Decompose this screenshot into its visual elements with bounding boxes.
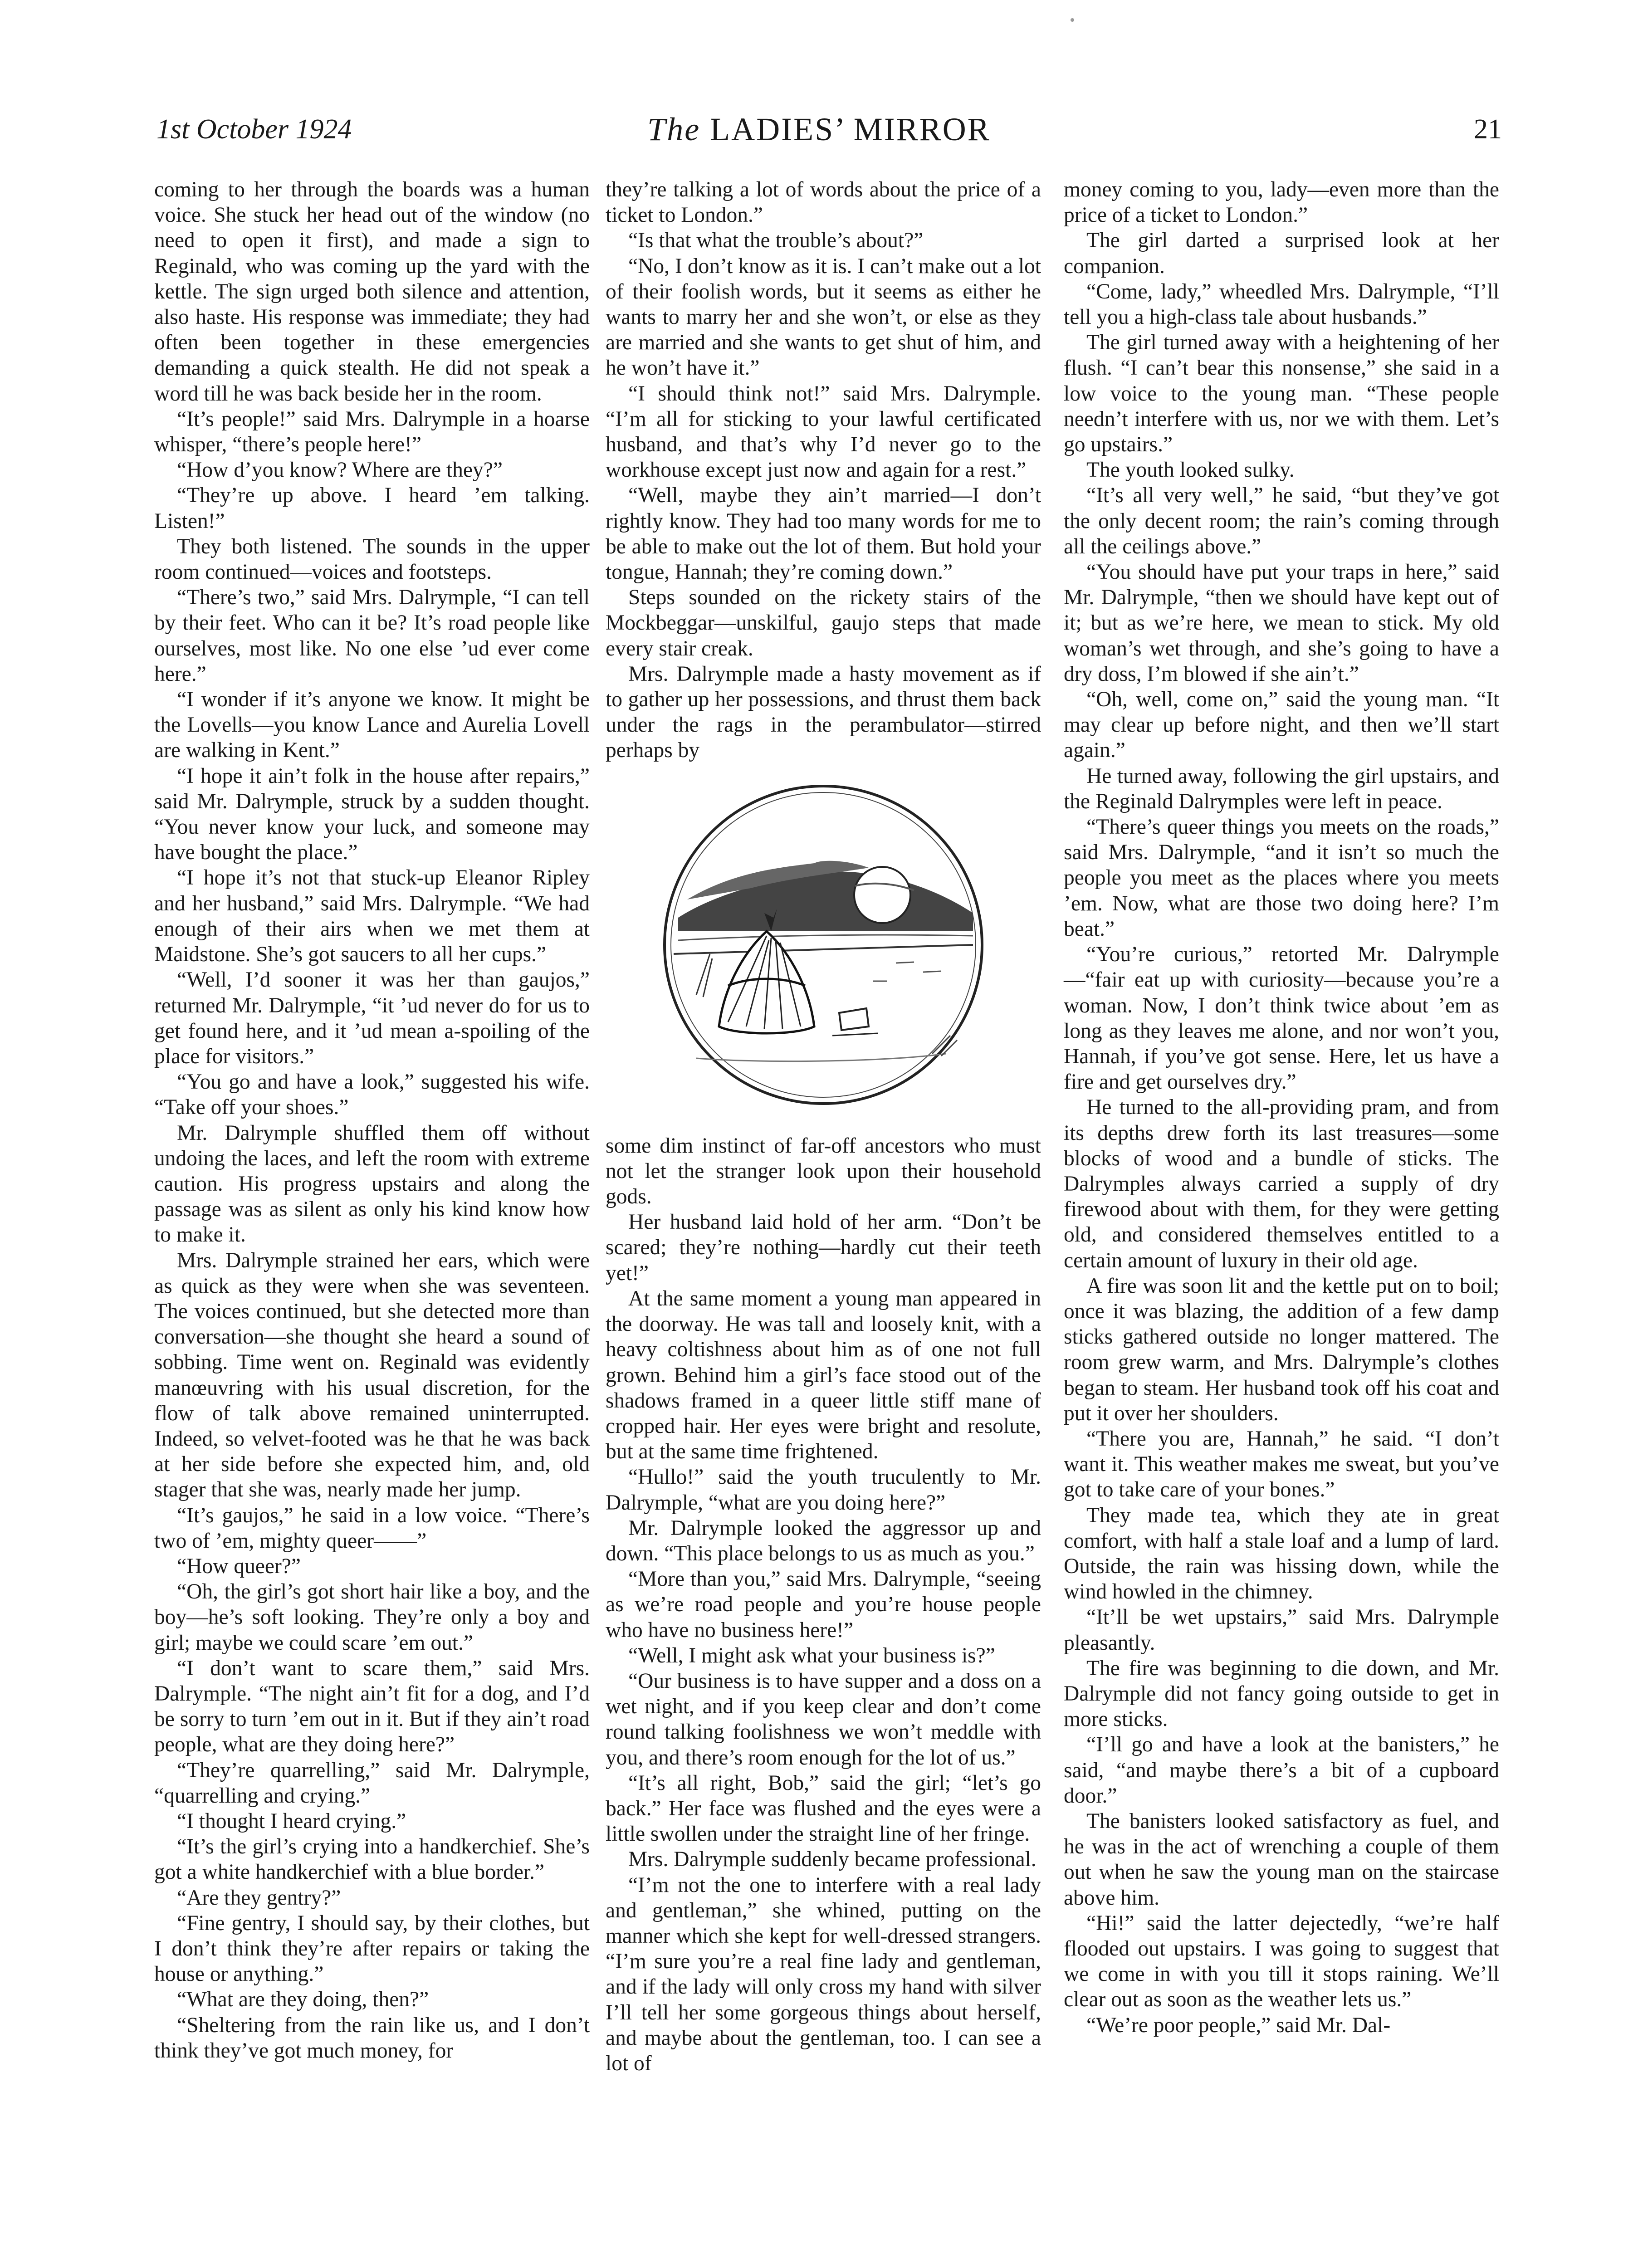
paragraph: The girl darted a surprised look at her companion.: [1064, 229, 1499, 278]
paragraph: “Is that what the trouble’s about?”: [628, 229, 924, 253]
masthead-main: LADIES’ MIRROR: [710, 111, 991, 147]
column-2-lower-text: [606, 1133, 1041, 2077]
paragraph: “There’s two,” said Mrs. Dalrymple, “I can tell by their feet. Who can it be? It’s road people like ourselves, most like. No one else ’ud ever come here.”: [154, 586, 590, 686]
paragraph: coming to her through the boards was a human voice. She stuck her head out of the window (no need to open it first), and made a sign to Reginald, who was coming up the yard with the kettle. The sign urged both silence and attention, also haste. His response was immediate; they had often been together in these emergencies demanding a quick stealth. He did not speak a word till he was back beside her in the room.: [154, 178, 590, 406]
illustration-moonlit-haystack: [660, 782, 987, 1108]
paragraph: Mrs. Dalrymple strained her ears, which were as quick as they were when she was seventeen. The voices continued, but she detected more than conversation—she thought she heard a sound of sobbing. Time went on. Reginald was evidently manœuvring with his usual discretion, for the flow of talk above remained uninterrupted. Indeed, so velvet-footed was he that he was back at her side before she expected him, and, old stager that she was, nearly made her jump.: [154, 1248, 590, 1502]
masthead-title: [0, 113, 1638, 145]
paragraph: “Well, maybe they ain’t married—I don’t rightly know. They had too many words for me to be able to make out the lot of them. But hold your tongue, Hannah; they’re coming down.”: [606, 484, 1041, 584]
paragraph: money coming to you, lady—even more than the price of a ticket to London.”: [1064, 178, 1499, 227]
paragraph: “Well, I’d sooner it was her than gaujos,” returned Mr. Dalrymple, “it ’ud never do for us to get found here, and it ’ud mean a-spoiling of the place for visitors.”: [154, 968, 590, 1068]
text-column-2: [606, 177, 1041, 2076]
paragraph: He turned away, following the girl upstairs, and the Reginald Dalrymples were left in peace.: [1064, 764, 1499, 813]
paragraph: “Well, I might ask what your business is?”: [628, 1643, 995, 1667]
paragraph: “Oh, the girl’s got short hair like a boy, and the boy—he’s soft looking. They’re only a boy and girl; maybe we could scare ’em out.”: [154, 1580, 590, 1655]
paragraph: “Our business is to have supper and a doss on a wet night, and if you keep clear and don’t come round talking foolishness we won’t meddle with you, and there’s room enough for the lot of us.”: [606, 1669, 1041, 1769]
paragraph: The banisters looked satisfactory as fuel, and he was in the act of wrenching a couple of them out when he saw the young man on the staircase above him.: [1064, 1809, 1499, 1910]
issue-date: 1st October 1924: [156, 114, 352, 145]
paragraph: some dim instinct of far-off ancestors who must not let the stranger look upon their household gods.: [606, 1134, 1041, 1209]
paragraph: “How d’you know? Where are they?”: [177, 458, 503, 482]
paragraph: At the same moment a young man appeared in the doorway. He was tall and loosely knit, with a heavy coltishness about him as of one not full grown. Behind him a girl’s face stood out of the shadows framed in a queer little stiff mane of cropped hair. Her eyes were bright and resolute, but at the same time frightened.: [606, 1286, 1041, 1464]
paragraph: “It’s all right, Bob,” said the girl; “let’s go back.” Her face was flushed and the eyes were a little swollen under the straight line of her fringe.: [606, 1771, 1041, 1846]
paragraph: “I thought I heard crying.”: [177, 1809, 406, 1833]
paragraph: “Come, lady,” wheedled Mrs. Dalrymple, “I’ll tell you a high-class tale about husbands.”: [1064, 279, 1499, 329]
paragraph: “Hi!” said the latter dejectedly, “we’re half flooded out upstairs. I was going to suggest that we come in with you till it stops raining. We’ll clear out as soon as the weather lets us.”: [1064, 1911, 1499, 2012]
print-speck: [1071, 18, 1074, 22]
paragraph: “I should think not!” said Mrs. Dalrymple. “I’m all for sticking to your lawful certificated husband, and that’s why I’d never go to the workhouse except just now and again for a rest.”: [606, 381, 1041, 482]
page-number: 21: [1474, 114, 1502, 145]
masthead-prefix: The: [647, 111, 701, 147]
paragraph: “Oh, well, come on,” said the young man. “It may clear up before night, and then we’ll start again.”: [1064, 688, 1499, 763]
paragraph: “No, I don’t know as it is. I can’t make out a lot of their foolish words, but it seems as either he wants to marry her and she won’t, or else as they are married and she wants to get shut of him, and he won’t have it.”: [606, 254, 1041, 380]
paragraph: “It’s all very well,” he said, “but they’ve got the only decent room; the rain’s coming through all the ceilings above.”: [1064, 484, 1499, 558]
paragraph: The youth looked sulky.: [1086, 458, 1295, 482]
paragraph: They made tea, which they ate in great comfort, with half a stale loaf and a lump of lard. Outside, the rain was hissing down, while the wind howled in the chimney.: [1064, 1503, 1499, 1604]
column-2-upper-text: [606, 177, 1041, 763]
paragraph: Mr. Dalrymple shuffled them off without undoing the laces, and left the room with extreme caution. His progress upstairs and along the passage was as silent as only his kind know how to make it.: [154, 1121, 590, 1247]
paragraph: “It’s the girl’s crying into a handkerchief. She’s got a white handkerchief with a blue border.”: [154, 1835, 590, 1884]
paragraph: “You’re curious,” retorted Mr. Dalrymple—“fair eat up with curiosity—because you’re a woman. Now, I don’t think twice about ’em as long as they leaves me alone, and nor won’t you, Hannah, if you’ve got sense. Here, let us have a fire and get ourselves dry.”: [1064, 943, 1499, 1094]
paragraph: “I hope it ain’t folk in the house after repairs,” said Mr. Dalrymple, struck by a sudden thought. “You never know your luck, and someone may have bought the place.”: [154, 764, 590, 865]
paragraph: “They’re up above. I heard ’em talking. Listen!”: [154, 484, 590, 533]
paragraph: “There you are, Hannah,” he said. “I don’t want it. This weather makes me sweat, but you’ve got to take care of your bones.”: [1064, 1427, 1499, 1502]
paragraph: “Sheltering from the rain like us, and I don’t think they’ve got much money, for: [154, 2013, 590, 2063]
paragraph: “Are they gentry?”: [177, 1886, 341, 1910]
paragraph: “Fine gentry, I should say, by their clothes, but I don’t think they’re after repairs or taking the house or anything.”: [154, 1911, 590, 1986]
paragraph: “You should have put your traps in here,” said Mr. Dalrymple, “then we should have kept out of it; but as we’re here, we mean to stick. My old woman’s wet through, and she’s going to have a dry doss, I’m blowed if she ain’t.”: [1064, 560, 1499, 686]
paragraph: Mrs. Dalrymple made a hasty movement as if to gather up her possessions, and thrust them back under the rags in the perambulator—stirred perhaps by: [606, 662, 1041, 763]
paragraph: The girl turned away with a heightening of her flush. “I can’t bear this nonsense,” she said in a low voice to the young man. “These people needn’t interfere with us, nor we with them. Let’s go upstairs.”: [1064, 331, 1499, 457]
paragraph: Mr. Dalrymple looked the aggressor up and down. “This place belongs to us as much as you.”: [606, 1516, 1041, 1565]
paragraph: “There’s queer things you meets on the roads,” said Mrs. Dalrymple, “and it isn’t so much the people you meet as the places where you meets ’em. Now, what are those two doing here? I’m beat.”: [1064, 815, 1499, 941]
paragraph: “How queer?”: [177, 1554, 301, 1578]
paragraph: “I hope it’s not that stuck-up Eleanor Ripley and her husband,” said Mrs. Dalrymple. “We had enough of their airs when we met them at Maidstone. She’s got saucers to all her cups.”: [154, 866, 590, 967]
paragraph: “I’m not the one to interfere with a real lady and gentleman,” she whined, putting on the manner which she kept for well-dressed strangers. “I’m sure you’re a real fine lady and gentleman, and if the lady will only cross my hand with silver I’ll tell her some gorgeous things about herself, and maybe about the gentleman, too. I can see a lot of: [606, 1873, 1041, 2075]
paragraph: “We’re poor people,” said Mr. Dal-: [1086, 2013, 1391, 2037]
paragraph: “You go and have a look,” suggested his wife. “Take off your shoes.”: [154, 1070, 590, 1119]
paragraph: The fire was beginning to die down, and Mr. Dalrymple did not fancy going outside to get in more sticks.: [1064, 1656, 1499, 1731]
paragraph: “It’ll be wet upstairs,” said Mrs. Dalrymple pleasantly.: [1064, 1605, 1499, 1655]
paragraph: He turned to the all-providing pram, and from its depths drew forth its last treasures—some blocks of wood and a bundle of sticks. The Dalrymples always carried a supply of dry firewood about with them, for they were getting old, and considered themselves entitled to a certain amount of luxury in their old age.: [1064, 1095, 1499, 1272]
paragraph: “I wonder if it’s anyone we know. It might be the Lovells—you know Lance and Aurelia Lovell are walking in Kent.”: [154, 688, 590, 763]
paragraph: Mrs. Dalrymple suddenly became professional.: [628, 1848, 1037, 1872]
paragraph: “It’s gaujos,” he said in a low voice. “There’s two of ’em, mighty queer——”: [154, 1503, 590, 1553]
text-column-3: [1064, 177, 1499, 2038]
paragraph: “What are they doing, then?”: [177, 1988, 429, 2012]
paragraph: they’re talking a lot of words about the price of a ticket to London.”: [606, 178, 1041, 227]
paragraph: Steps sounded on the rickety stairs of the Mockbeggar—unskilful, gaujo steps that made every stair creak.: [606, 586, 1041, 660]
paragraph: “More than you,” said Mrs. Dalrymple, “seeing as we’re road people and you’re house people who have no business here!”: [606, 1567, 1041, 1642]
paragraph: “I don’t want to scare them,” said Mrs. Dalrymple. “The night ain’t fit for a dog, and I’d be sorry to turn ’em out in it. But if they ain’t road people, what are they doing here?”: [154, 1656, 590, 1757]
text-column-1: [154, 177, 590, 2063]
paragraph: “Hullo!” said the youth truculently to Mr. Dalrymple, “what are you doing here?”: [606, 1465, 1041, 1515]
paragraph: “I’ll go and have a look at the banisters,” he said, “and maybe there’s a bit of a cupboard door.”: [1064, 1733, 1499, 1808]
paragraph: Her husband laid hold of her arm. “Don’t be scared; they’re nothing—hardly cut their teeth yet!”: [606, 1210, 1041, 1285]
paragraph: “They’re quarrelling,” said Mr. Dalrymple, “quarrelling and crying.”: [154, 1758, 590, 1808]
paragraph: A fire was soon lit and the kettle put on to boil; once it was blazing, the addition of a few damp sticks gathered outside no longer mattered. The room grew warm, and Mrs. Dalrymple’s clothes began to steam. Her husband took off his coat and put it over her shoulders.: [1064, 1274, 1499, 1425]
paragraph: They both listened. The sounds in the upper room continued—voices and footsteps.: [154, 534, 590, 584]
paragraph: “It’s people!” said Mrs. Dalrymple in a hoarse whisper, “there’s people here!”: [154, 407, 590, 457]
